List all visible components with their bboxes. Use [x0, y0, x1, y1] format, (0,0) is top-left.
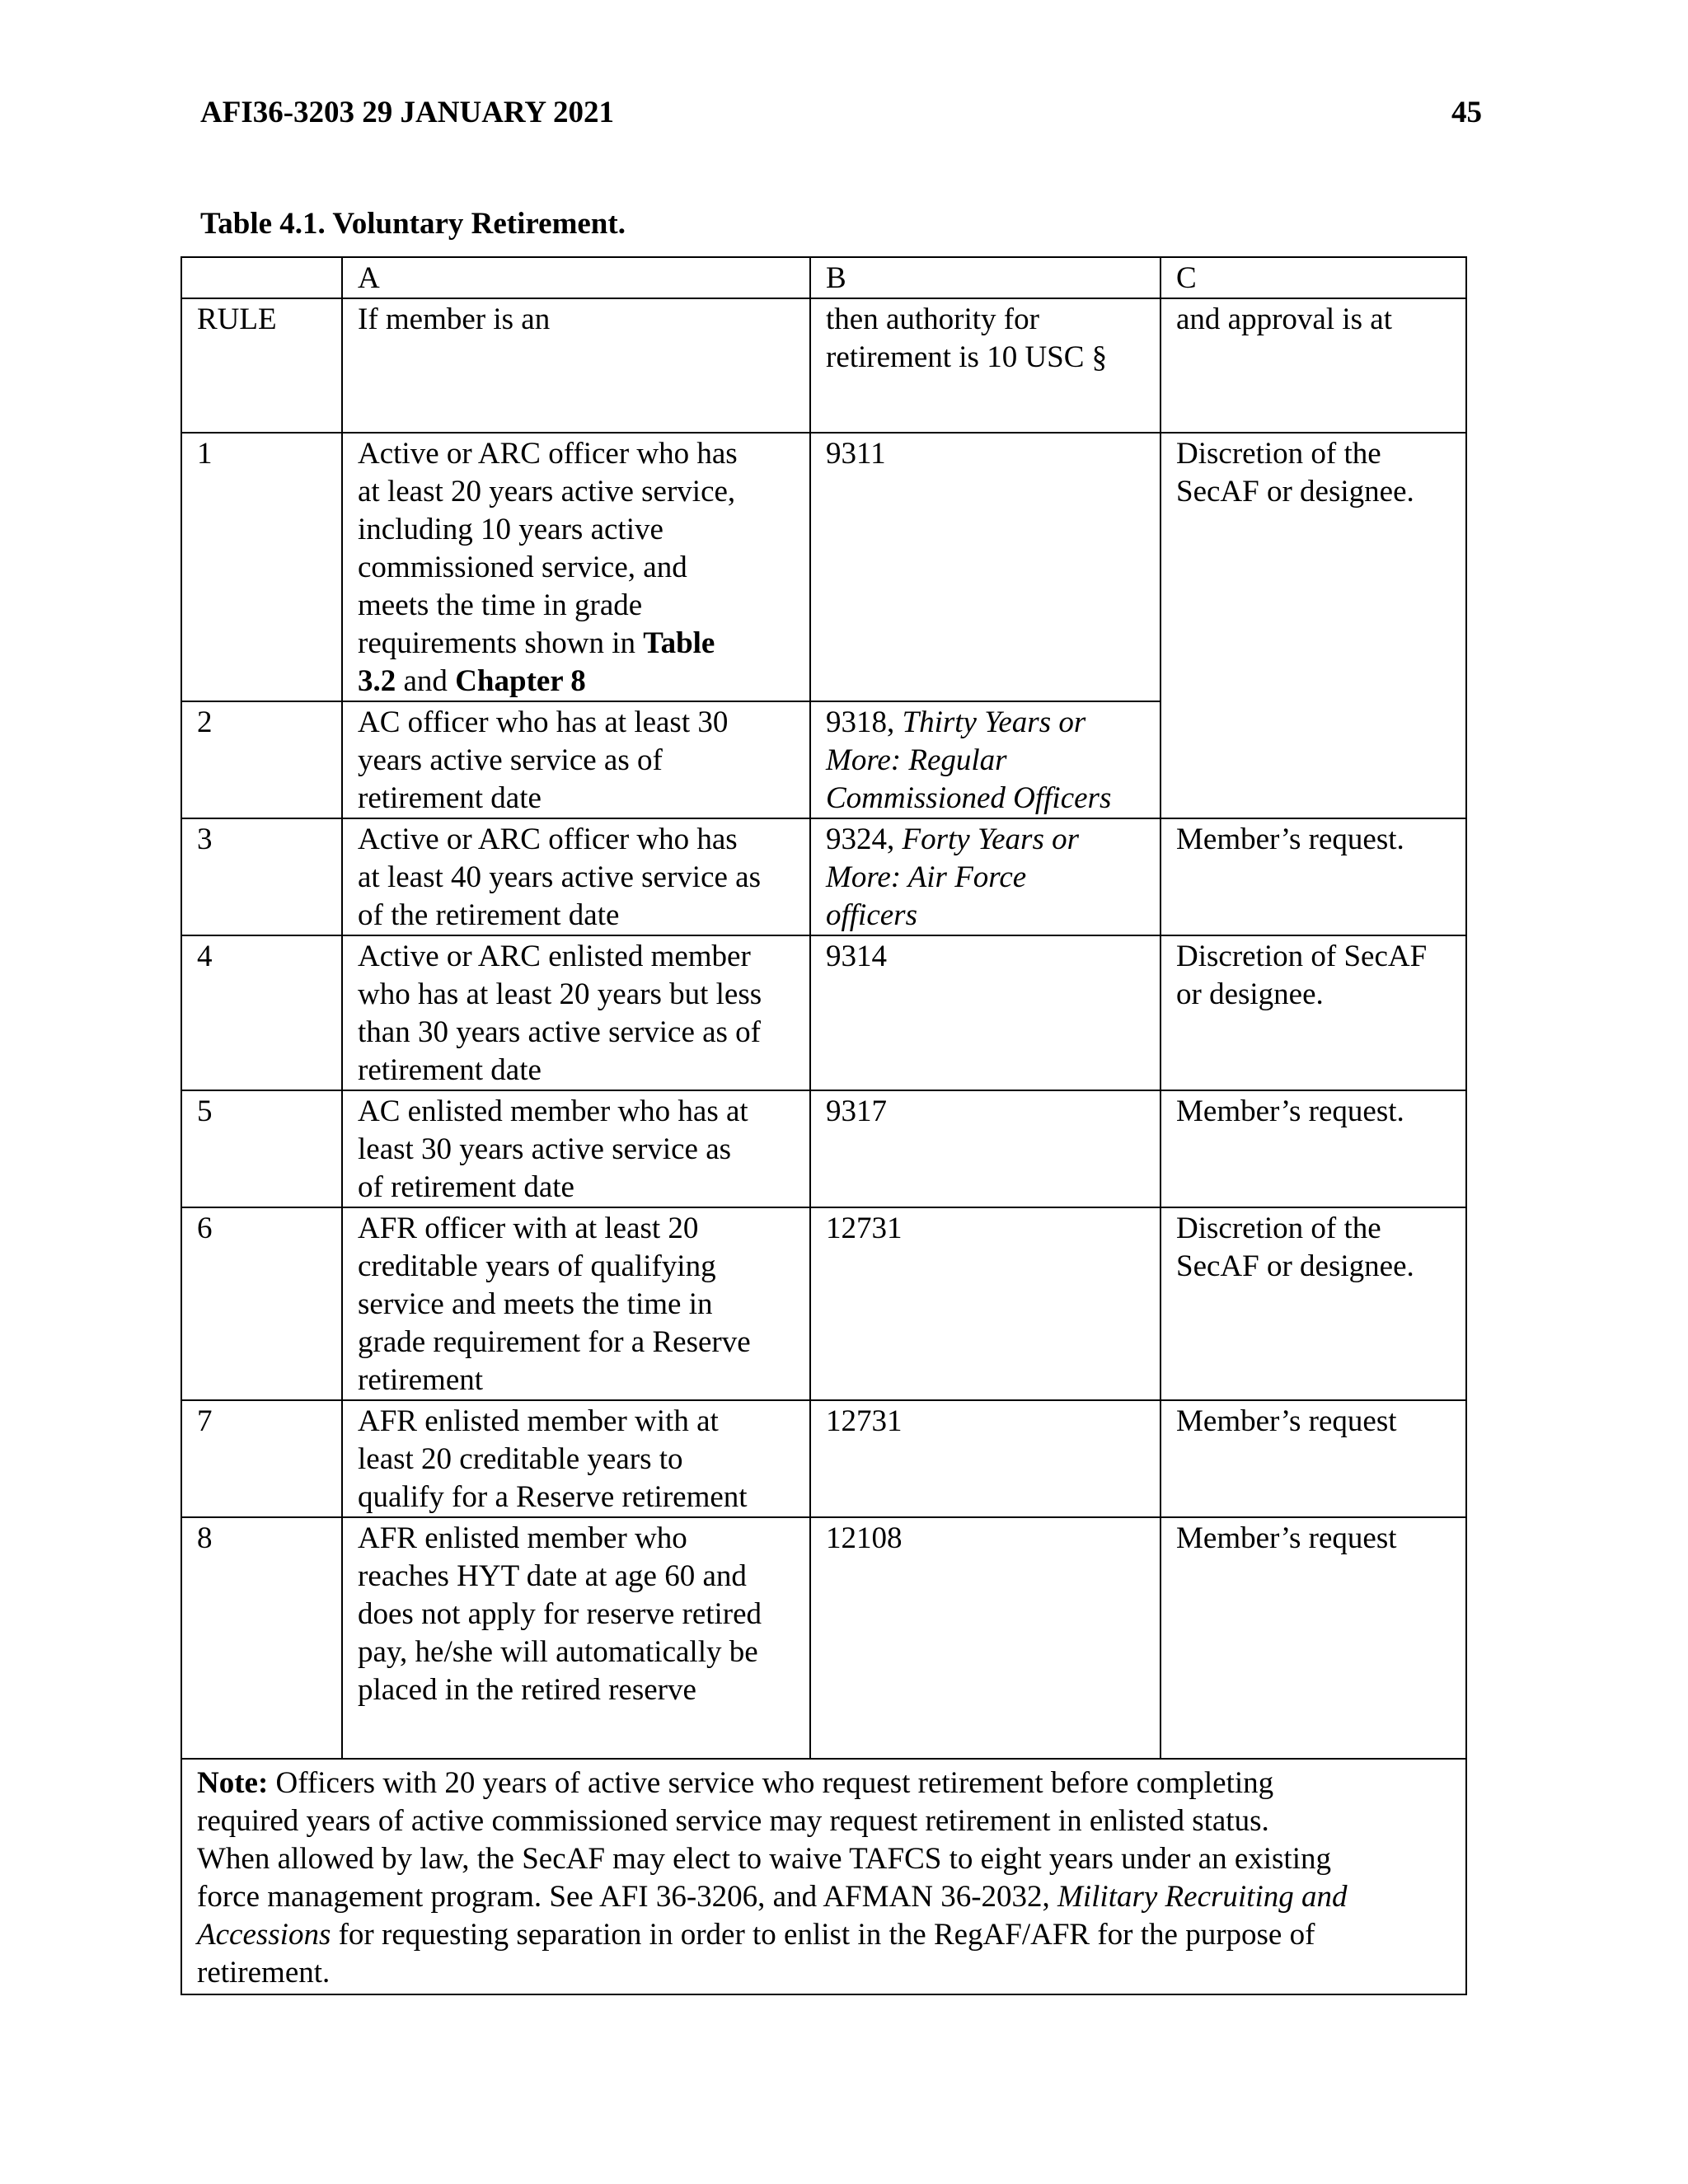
publication-title: Military Recruiting and Accessions — [197, 1880, 1348, 1952]
header-row — [181, 298, 1466, 433]
rule-number: 8 — [181, 1517, 342, 1759]
authority-cell: 12731 — [810, 1400, 1160, 1517]
approval-cell: Member’s request. — [1160, 1090, 1466, 1207]
table-row — [181, 1517, 1466, 1759]
blank-cell — [181, 257, 342, 298]
rule-number: 3 — [181, 818, 342, 935]
column-letter-a: A — [342, 257, 810, 298]
approval-cell: Member’s request — [1160, 1517, 1466, 1759]
table-row — [181, 1090, 1466, 1207]
approval-cell: Discretion of SecAF or designee. — [1160, 935, 1466, 1090]
table-reference: Table 3.2 — [358, 626, 715, 698]
table-note — [181, 1759, 1466, 1994]
rule-number: 7 — [181, 1400, 342, 1517]
authority-section: 9318, — [826, 705, 903, 739]
authority-cell — [810, 701, 1160, 818]
approval-cell: Discretion of the SecAF or designee. — [1160, 433, 1466, 818]
approval-cell: Discretion of the SecAF or designee. — [1160, 1207, 1466, 1400]
authority-cell: 12108 — [810, 1517, 1160, 1759]
note-text: Officers with 20 years of active service who request retirement before completing required years of active commissioned service may request retirement in enlisted status. When allowed by law, the SecAF may elect to waive TAFCS to eight years under an existing force management program. See AFI 36-3206, and AFMAN 36-2032, — [197, 1766, 1331, 1914]
voluntary-retirement-table — [181, 256, 1467, 1995]
page-number: 45 — [1451, 96, 1482, 129]
table-row — [181, 433, 1466, 701]
member-description — [342, 433, 810, 701]
rule-number: 1 — [181, 433, 342, 701]
authority-cell: 9317 — [810, 1090, 1160, 1207]
authority-cell — [810, 818, 1160, 935]
note-label: Note: — [197, 1766, 269, 1800]
description-text: and — [396, 664, 456, 698]
column-letter-b: B — [810, 257, 1160, 298]
table-row — [181, 935, 1466, 1090]
table-row — [181, 1400, 1466, 1517]
table-row — [181, 1207, 1466, 1400]
rule-number: 2 — [181, 701, 342, 818]
authority-section: 9324, — [826, 823, 903, 856]
chapter-reference: Chapter 8 — [455, 664, 586, 698]
authority-cell: 9311 — [810, 433, 1160, 701]
table-caption: Table 4.1. Voluntary Retirement. — [200, 207, 626, 241]
rule-number: 6 — [181, 1207, 342, 1400]
authority-cell: 9314 — [810, 935, 1160, 1090]
header-c: and approval is at — [1160, 298, 1466, 433]
header-b: then authority for retirement is 10 USC § — [810, 298, 1160, 433]
note-row — [181, 1759, 1466, 1994]
approval-cell: Member’s request. — [1160, 818, 1466, 935]
column-letter-c: C — [1160, 257, 1466, 298]
member-description: AC officer who has at least 30 years active service as of retirement date — [342, 701, 810, 818]
rule-header: RULE — [181, 298, 342, 433]
member-description: AFR enlisted member who reaches HYT date at age 60 and does not apply for reserve retired pay, he/she will automatically be placed in the retired reserve — [342, 1517, 810, 1759]
rule-number: 4 — [181, 935, 342, 1090]
rule-number: 5 — [181, 1090, 342, 1207]
description-text: Active or ARC officer who has at least 20 years active service, including 10 years active commissioned service, and meets the time in grade requirements shown in — [358, 437, 738, 660]
authority-title: Thirty Years or More: Regular Commissioned Officers — [826, 705, 1112, 815]
table-row — [181, 818, 1466, 935]
authority-title: Forty Years or More: Air Force officers — [826, 823, 1080, 932]
member-description: AFR officer with at least 20 creditable years of qualifying service and meets the time in grade requirement for a Reserve retirement — [342, 1207, 810, 1400]
member-description: Active or ARC enlisted member who has at least 20 years but less than 30 years active service as of retirement date — [342, 935, 810, 1090]
header-a: If member is an — [342, 298, 810, 433]
column-letter-row — [181, 257, 1466, 298]
member-description: Active or ARC officer who has at least 40 years active service as of the retirement date — [342, 818, 810, 935]
member-description: AC enlisted member who has at least 30 years active service as of retirement date — [342, 1090, 810, 1207]
document-id: AFI36-3203 29 JANUARY 2021 — [200, 96, 614, 129]
approval-cell: Member’s request — [1160, 1400, 1466, 1517]
authority-cell: 12731 — [810, 1207, 1160, 1400]
member-description: AFR enlisted member with at least 20 creditable years to qualify for a Reserve retirement — [342, 1400, 810, 1517]
note-text: for requesting separation in order to enlist in the RegAF/AFR for the purpose of retirement. — [197, 1918, 1315, 1990]
